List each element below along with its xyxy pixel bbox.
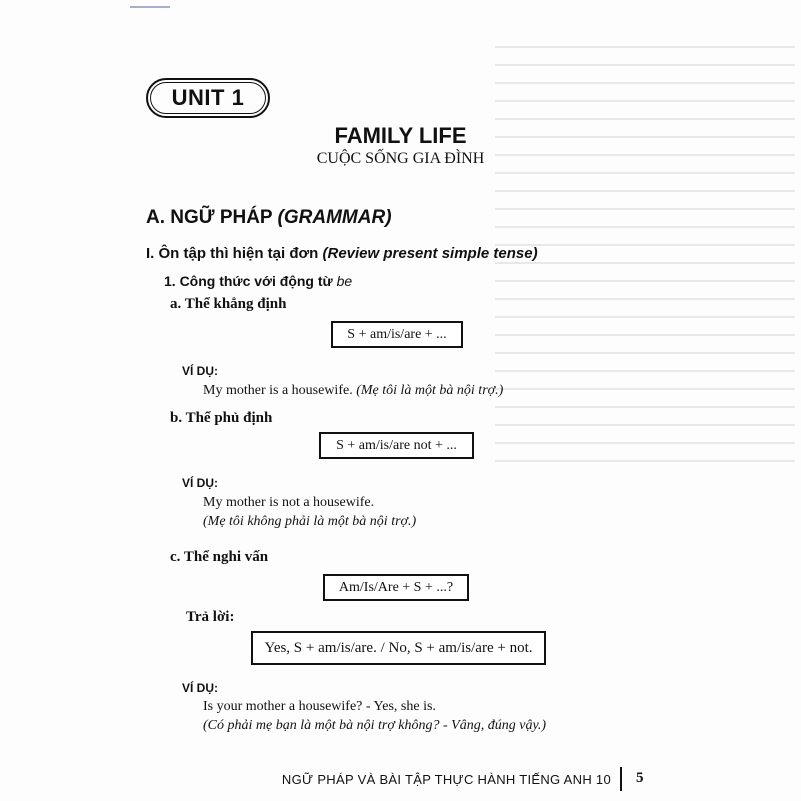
affirmative-example-vi: (Mẹ tôi là một bà nội trợ.) <box>356 383 504 398</box>
affirmative-example-en: My mother is a housewife. <box>203 383 353 398</box>
affirmative-formula-box: S + am/is/are + ... <box>331 321 463 348</box>
answer-formula-box: Yes, S + am/is/are. / No, S + am/is/are + not. <box>251 631 546 665</box>
page-number: 5 <box>636 770 644 786</box>
answer-label: Trả lời: <box>186 609 235 625</box>
affirmative-example-label: VÍ DỤ: <box>182 364 218 378</box>
page-subtitle: CUỘC SỐNG GIA ĐÌNH <box>316 150 485 167</box>
affirmative-heading: a. Thể khẳng định <box>170 296 287 312</box>
interrogative-formula-box: Am/Is/Are + S + ...? <box>323 574 469 601</box>
footer-divider <box>620 767 622 791</box>
interrogative-example-label: VÍ DỤ: <box>182 681 218 695</box>
negative-formula-box: S + am/is/are not + ... <box>319 432 474 459</box>
section-a-heading <box>146 207 392 229</box>
negative-example-en: My mother is not a housewife. <box>203 495 375 510</box>
unit-label: UNIT 1 <box>171 85 245 110</box>
section-a-english: (GRAMMAR) <box>277 207 392 228</box>
negative-example-label: VÍ DỤ: <box>182 476 218 490</box>
section-i-english: (Review present simple tense) <box>322 245 538 262</box>
negative-example-vi: (Mẹ tôi không phải là một bà nội trợ.) <box>203 514 417 529</box>
section-i-heading <box>146 245 538 262</box>
page-title: FAMILY LIFE <box>334 123 467 148</box>
subsection-1-verb: be <box>336 273 353 289</box>
interrogative-example-vi: (Có phải mẹ bạn là một bà nội trợ không? - Vâng, đúng vậy.) <box>203 718 547 733</box>
section-a-prefix: A. NGỮ PHÁP <box>146 207 278 228</box>
subsection-1-prefix: 1. Công thức với động từ <box>164 273 337 289</box>
interrogative-heading: c. Thể nghi vấn <box>170 549 269 565</box>
scan-edge-mark <box>130 6 170 8</box>
affirmative-example <box>203 383 503 399</box>
footer-book-title: NGỮ PHÁP VÀ BÀI TẬP THỰC HÀNH TIẾNG ANH 10 <box>281 772 611 787</box>
unit-badge <box>146 78 270 118</box>
negative-heading: b. Thể phủ định <box>170 410 273 426</box>
section-i-prefix: I. Ôn tập thì hiện tại đơn <box>146 245 323 262</box>
subsection-1-heading <box>164 273 352 289</box>
interrogative-example-en: Is your mother a housewife? - Yes, she is. <box>203 699 436 714</box>
